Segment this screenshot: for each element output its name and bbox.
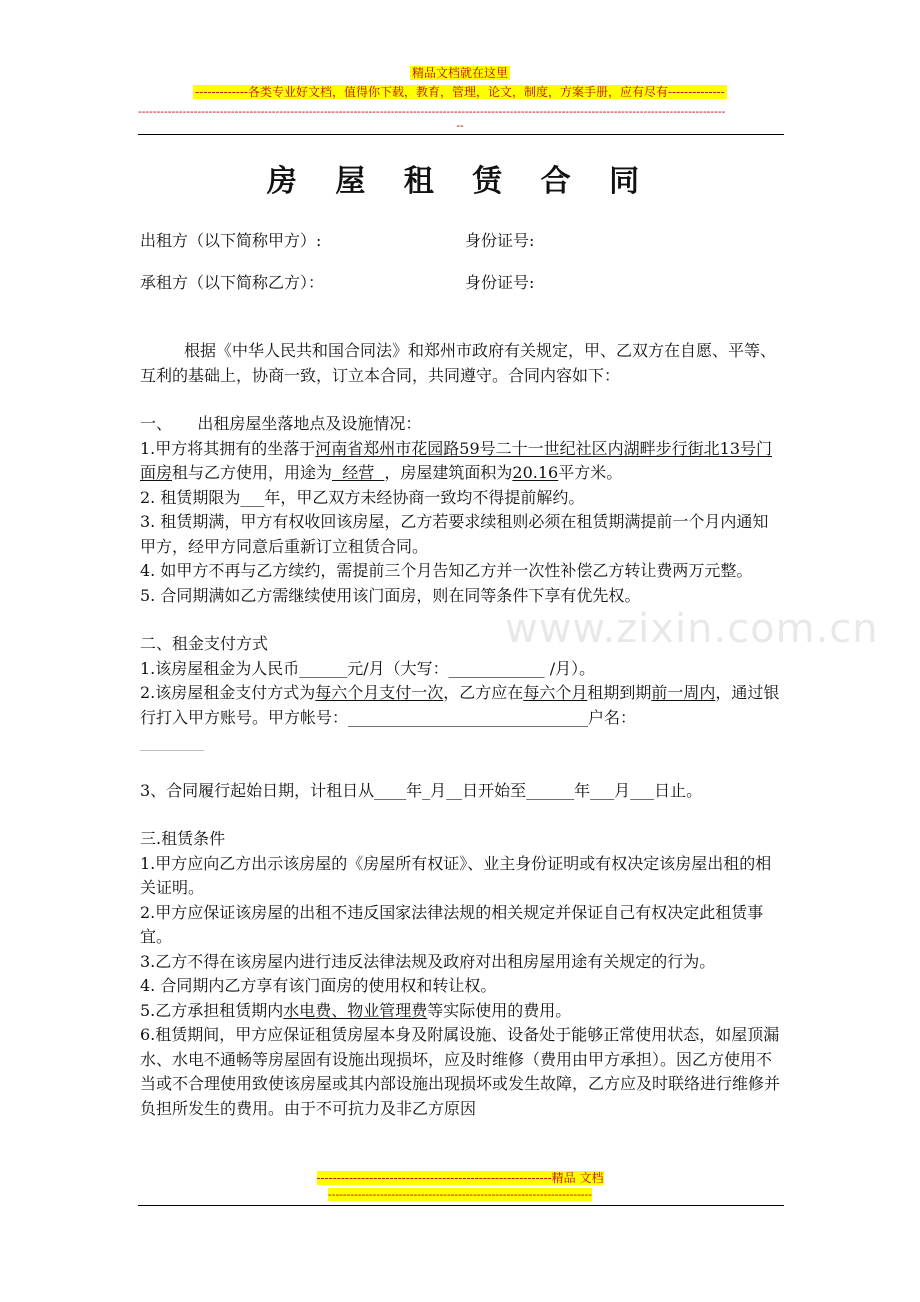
lessor-label: 出租方（以下简称甲方）: <box>140 231 322 250</box>
section-1 <box>140 412 782 1121</box>
footer-banner: ----------------------------------------------------------精品 文档 <box>316 1171 604 1185</box>
property-address: 河南省郑州市花园路59号二十一世纪社区内湖畔步行街北13号门面房 <box>140 438 773 482</box>
section-3-item-2: 2.甲方应保证该房屋的出租不违反国家法律法规的相关规定并保证自己有权决定此租赁事宜。 <box>140 902 764 946</box>
section-2-item-1: 1.该房屋租金为人民币______元/月（大写：____________ /月）。 <box>140 658 596 678</box>
section-3-item-4: 4. 合同期内乙方享有该门面房的使用权和转让权。 <box>140 976 497 995</box>
section-1-item-1: 1.甲方将其拥有的坐落于河南省郑州市花园路59号二十一世纪社区内湖畔步行街北13号门面房租与乙方使用，用途为 经营 ，房屋建筑面积为20.16平方米。 <box>140 438 773 482</box>
lessee-id-label: 身份证号: <box>465 273 535 292</box>
section-3-item-5: 5.乙方承担租赁期内水电费、物业管理费等实际使用的费用。 <box>140 1000 572 1020</box>
section-1-heading: 一、 出租房屋坐落地点及设施情况： <box>140 414 422 433</box>
section-1-item-4: 4. 如甲方不再与乙方续约，需提前三个月告知乙方并一次性补偿乙方转让费两万元整。 <box>140 561 753 580</box>
document-title: 房 屋 租 赁 合 同 <box>266 164 654 199</box>
footer-dash-line: ----------------------------------------------------------------------- <box>328 1188 592 1201</box>
property-area: 20.16 <box>512 463 559 482</box>
section-3-item-3: 3.乙方不得在该房屋内进行违反法律法规及政府对出租房屋用途有关规定的行为。 <box>140 951 716 971</box>
footer-rule <box>138 1205 784 1206</box>
header-dash-line: -------------------------------------------------------------------------------------------------------------------------------------------------------------- <box>138 105 726 118</box>
account-blank: ______________________________ <box>348 707 589 727</box>
header-small-title: 精品文档就在这里 <box>411 66 508 80</box>
contract-intro: 根据《中华人民共和国合同法》和郑州市政府有关规定，甲、乙双方在自愿、平等、互利的基础上，协商一致，订立本合同，共同遵守。合同内容如下： <box>140 341 777 385</box>
lessor-id-label: 身份证号: <box>465 231 535 250</box>
section-3-item-6: 6.租赁期间，甲方应保证租赁房屋本身及附属设施、设备处于能够正常使用状态，如屋顶漏水、水电不通畅等房屋固有设施出现损坏，应及时维修（费用由甲方承担）。因乙方使用不当或不合理使用致使该房屋或其内部设施出现损坏或发生故障，乙方应及时联络进行维修并负担所发生的费用。由于不可抗力及非乙方原因 <box>140 1025 781 1118</box>
payment-deadline: 前一周内 <box>651 683 716 702</box>
section-1-item-5: 5. 合同期满如乙方需继续使用该门面房，则在同等条件下享有优先权。 <box>140 585 641 605</box>
header-banner: -------------各类专业好文档，值得你下载，教育，管理，论文，制度，方案手册，应有尽有-------------- <box>195 85 725 99</box>
contract-intro-block <box>140 339 782 388</box>
property-use: 经营 <box>332 463 385 482</box>
watermark: www.zixin.com.cn <box>505 606 879 652</box>
lease-dates: 3、合同履行起始日期，计租日从____年_月__日开始至______年___月___日止。 <box>140 780 703 800</box>
utility-fees: 水电费、物业管理费 <box>283 1000 428 1020</box>
payment-frequency: 每六个月支付一次 <box>315 683 444 702</box>
section-1-item-3: 3. 租赁期满，甲方有权收回该房屋，乙方若要求续租则必须在租赁期满提前一个月内通知甲方，经甲方同意后重新订立租赁合同。 <box>140 512 769 556</box>
section-3-heading: 三.租赁条件 <box>140 829 226 848</box>
payment-period: 每六个月 <box>523 683 588 702</box>
account-name-blank: ________ <box>140 732 204 751</box>
lessee-label: 承租方（以下简称乙方）： <box>140 273 325 292</box>
header-rule <box>138 134 784 135</box>
section-3-item-1: 1.甲方应向乙方出示该房屋的《房屋所有权证》、业主身份证明或有权决定该房屋出租的相关证明。 <box>140 853 772 897</box>
section-2-item-2: 2.该房屋租金支付方式为每六个月支付一次，乙方应在每六个月租期到期前一周内，通过银行打入甲方账号。甲方帐号：______________________________户名： ________ <box>140 683 780 751</box>
header-dash-line-end: -- <box>456 119 464 132</box>
section-2-heading: 二、租金支付方式 <box>140 634 269 653</box>
section-1-item-2: 2. 租赁期限为___年，甲乙双方未经协商一致均不得提前解约。 <box>140 487 585 507</box>
